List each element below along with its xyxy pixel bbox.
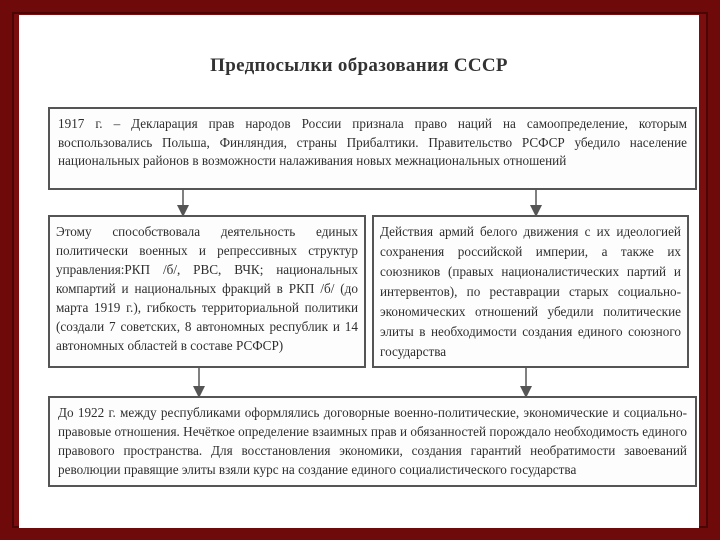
slide bbox=[19, 15, 699, 528]
white-movement-box: Действия армий белого движения с их идеологией сохранения российской империи, а также их союзников (правых националистических партий и интервентов), по реставрации старых социально-экономических отношений убедили политические элиты в необходимости создания единого союзного государства bbox=[372, 215, 689, 368]
conclusion-box: До 1922 г. между республиками оформлялись договорные военно-политические, экономические и социально-правовые отношения. Нечёткое определение взаимных прав и обязанностей порождало необходимость единого правового пространства. Для восстановления экономики, создания гарантий необратимости завоеваний революции правящие элиты взяли курс на создание единого социалистического государства bbox=[48, 396, 697, 487]
declaration-box: 1917 г. – Декларация прав народов России признала право наций на самоопределение, которым воспользовались Польша, Финляндия, страны Прибалтики. Правительство РСФСР убедило население национальных районов в возможности налаживания новых межнациональных отношений bbox=[48, 107, 697, 190]
structures-box: Этому способствовала деятельность единых политически военных и репрессивных структур управления:РКП /б/, РВС, ВЧК; национальных компартий и национальных фракций в РКП /б/ (до марта 1919 г.), гибкость территориальной политики (создали 7 советских, 8 автономных республик и 14 автономных областей в составе РСФСР) bbox=[48, 215, 366, 368]
diagram-title: Предпосылки образования СССР bbox=[210, 55, 508, 76]
